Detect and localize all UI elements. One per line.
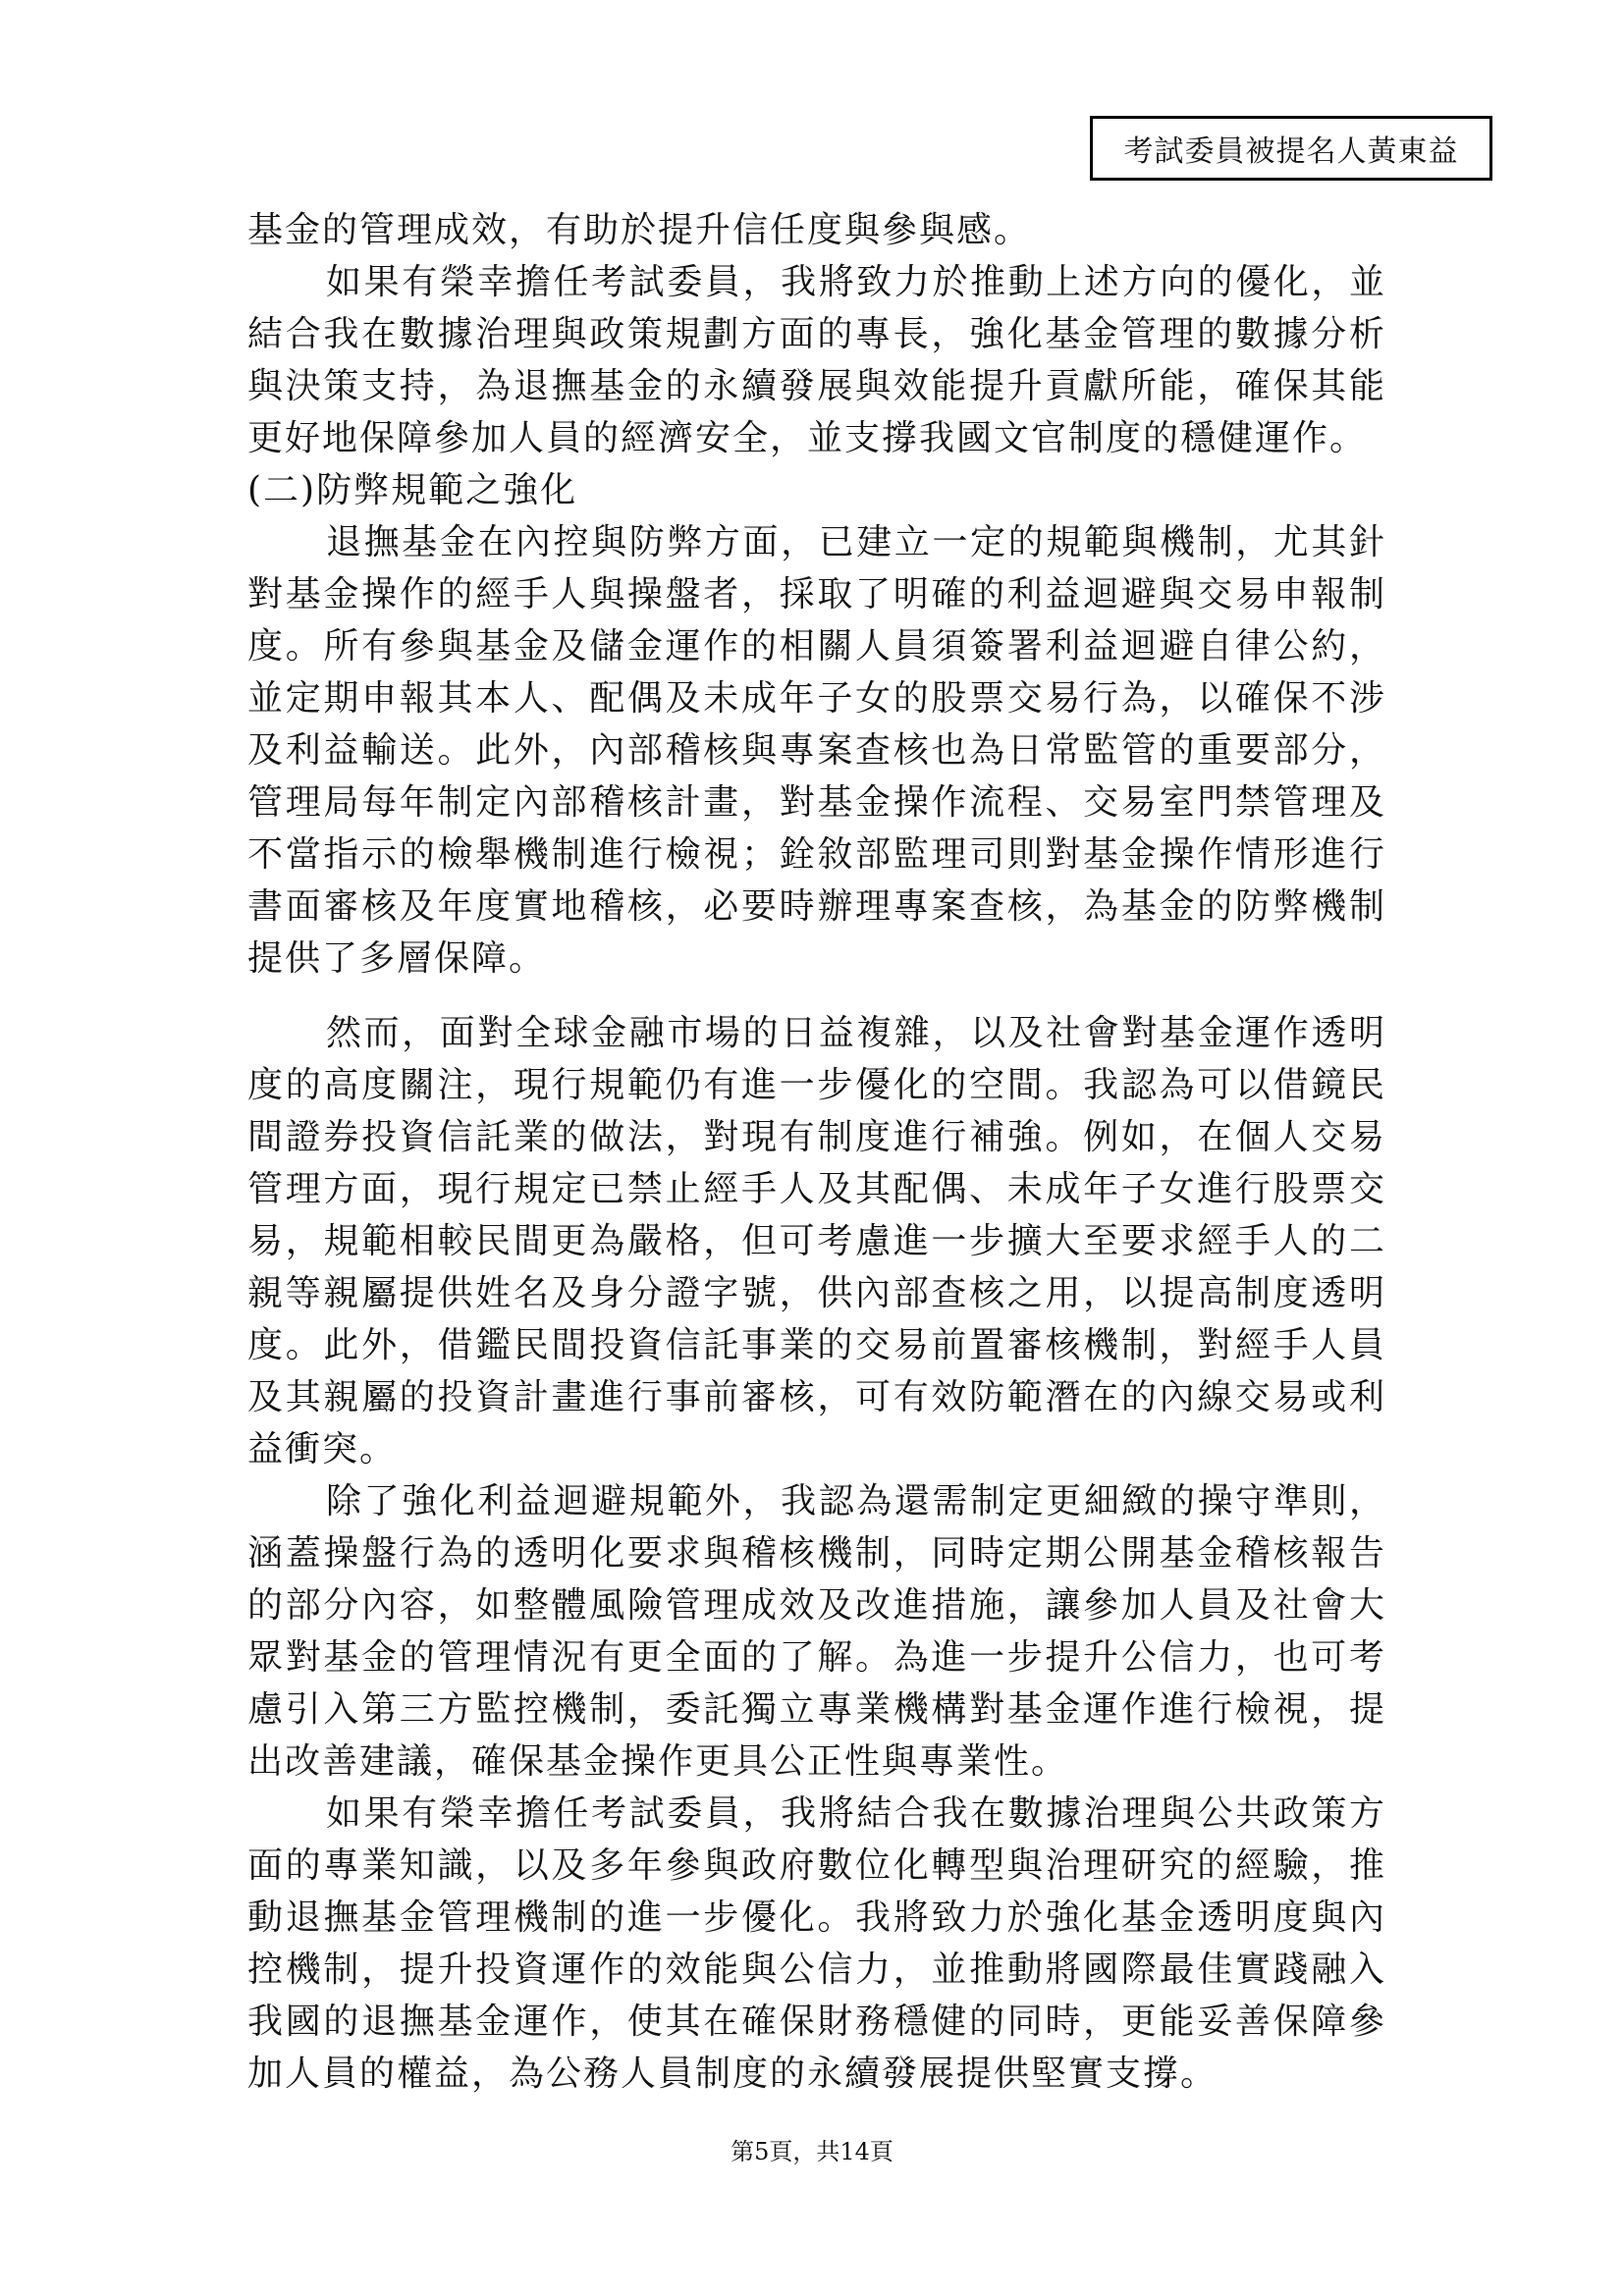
paragraph-optimization: 然而，面對全球金融市場的日益複雜，以及社會對基金運作透明度的高度關注，現行規範仍有進一步優化的空間。我認為可以借鏡民間證券投資信託業的做法，對現有制度進行補強。例如，在個人交易管理方面，現行規定已禁止經手人及其配偶、未成年子女進行股票交易，規範相較民間更為嚴格，但可考慮進一步擴大至要求經手人的二親等親屬提供姓名及身分證字號，供內部查核之用，以提高制度透明度。此外，借鑑民間投資信託事業的交易前置審核機制，對經手人員及其親屬的投資計畫進行事前審核，可有效防範潛在的內線交易或利益衝突。 bbox=[247, 1013, 1386, 1469]
document-body bbox=[247, 204, 1386, 2100]
paragraph-code-of-conduct: 除了強化利益迴避規範外，我認為還需制定更細緻的操守準則，涵蓋操盤行為的透明化要求與稽核機制，同時定期公開基金稽核報告的部分內容，如整體風險管理成效及改進措施，讓參加人員及社會大眾對基金的管理情況有更全面的了解。為進一步提升公信力，也可考慮引入第三方監控機制，委託獨立專業機構對基金運作進行檢視，提出改善建議，確保基金操作更具公正性與專業性。 bbox=[247, 1481, 1386, 1782]
paragraph-commitment-2: 如果有榮幸擔任考試委員，我將結合我在數據治理與公共政策方面的專業知識，以及多年參與政府數位化轉型與治理研究的經驗，推動退撫基金管理機制的進一步優化。我將致力於強化基金透明度與內控機制，提升投資運作的效能與公信力，並推動將國際最佳實踐融入我國的退撫基金運作，使其在確保財務穩健的同時，更能妥善保障參加人員的權益，為公務人員制度的永續發展提供堅實支撐。 bbox=[247, 1793, 1386, 2094]
header-label: 考試委員被提名人黃東益 bbox=[1123, 134, 1459, 169]
paragraph-commitment-1: 如果有榮幸擔任考試委員，我將致力於推動上述方向的優化，並結合我在數據治理與政策規劃方面的專長，強化基金管理的數據分析與決策支持，為退撫基金的永續發展與效能提升貢獻所能，確保其能更好地保障參加人員的經濟安全，並支撐我國文官制度的穩健運作。 bbox=[247, 262, 1386, 458]
nominee-header-box bbox=[1090, 116, 1492, 181]
section-heading: (二)防弊規範之強化 bbox=[247, 470, 578, 510]
page-number: 第5頁，共14頁 bbox=[731, 2138, 893, 2165]
paragraph-internal-control: 退撫基金在內控與防弊方面，已建立一定的規範與機制，尤其針對基金操作的經手人與操盤者，採取了明確的利益迴避與交易申報制度。所有參與基金及儲金運作的相關人員須簽署利益迴避自律公約，並定期申報其本人、配偶及未成年子女的股票交易行為，以確保不涉及利益輸送。此外，內部稽核與專案查核也為日常監管的重要部分，管理局每年制定內部稽核計畫，對基金操作流程、交易室門禁管理及不當指示的檢舉機制進行檢視；銓敘部監理司則對基金操作情形進行書面審核及年度實地稽核，必要時辦理專案查核，為基金的防弊機制提供了多層保障。 bbox=[247, 522, 1386, 979]
paragraph-continuation: 基金的管理成效，有助於提升信任度與參與感。 bbox=[247, 210, 1032, 250]
